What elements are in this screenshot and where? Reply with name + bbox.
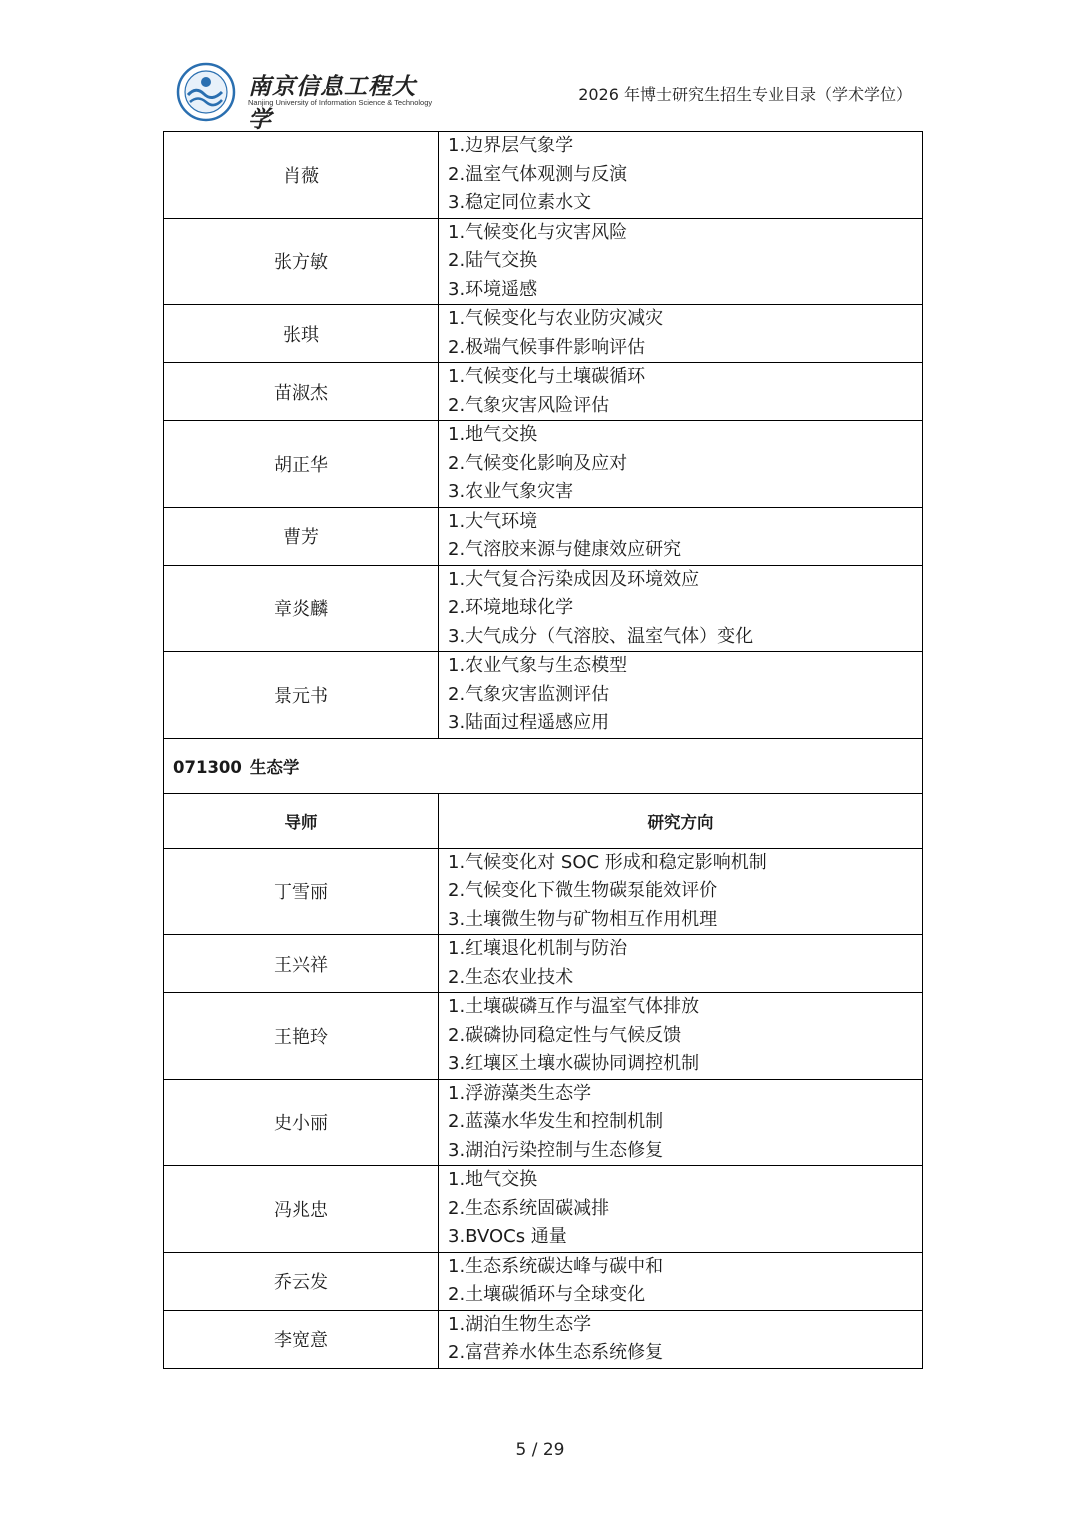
advisor-name: 景元书 (164, 652, 439, 739)
research-direction-item: 2.环境地球化学 (448, 597, 574, 618)
research-direction-item: 3.大气成分（气溶胶、温室气体）变化 (448, 625, 754, 647)
advisor-name: 丁雪丽 (164, 848, 439, 935)
advisor-name: 胡正华 (164, 421, 439, 508)
research-direction-item: 3.环境遥感 (448, 278, 538, 300)
section-heading (164, 738, 923, 793)
research-direction-item: 1.地气交换 (448, 424, 538, 445)
table-row (164, 1079, 923, 1166)
table-row (164, 363, 923, 421)
table-row (164, 652, 923, 739)
advisor-name: 李宽意 (164, 1310, 439, 1368)
table-row (164, 935, 923, 993)
research-direction-item: 1.浮游藻类生态学 (448, 1082, 592, 1104)
research-direction-item: 3.土壤微生物与矿物相互作用机理 (448, 908, 718, 930)
research-directions (439, 363, 923, 421)
page-number: 5 / 29 (515, 1440, 565, 1460)
table-row (164, 993, 923, 1080)
research-direction-item: 1.气候变化与灾害风险 (448, 221, 628, 243)
research-direction-item: 2.生态农业技术 (448, 966, 574, 988)
research-direction-item: 2.气象灾害风险评估 (448, 394, 610, 416)
catalog-table (163, 131, 923, 1369)
advisor-name: 肖薇 (164, 132, 439, 219)
research-direction-item: 3.陆面过程遥感应用 (448, 712, 610, 733)
advisor-name: 王艳玲 (164, 993, 439, 1080)
research-direction-item: 1.气候变化对 SOC 形成和稳定影响机制 (448, 851, 767, 873)
document-title: 2026 年博士研究生招生专业目录（学术学位） (578, 85, 912, 104)
table-row (164, 1252, 923, 1310)
table-row (164, 507, 923, 565)
research-direction-item: 3.稳定同位素水文 (448, 192, 592, 213)
research-direction-item: 2.气象灾害监测评估 (448, 683, 610, 705)
advisor-name: 曹芳 (164, 507, 439, 565)
university-name-en: Nanjing University of Information Science & Technology (248, 98, 433, 107)
research-direction-item: 2.陆气交换 (448, 250, 538, 271)
research-directions (439, 305, 923, 363)
section-title: 生态学 (249, 757, 300, 777)
research-direction-item: 2.碳磷协同稳定性与气候反馈 (448, 1024, 682, 1046)
table-row (164, 565, 923, 652)
research-directions (439, 421, 923, 508)
research-directions (439, 935, 923, 993)
research-directions (439, 993, 923, 1080)
section-code: 071300 (173, 757, 242, 777)
research-direction-item: 1.湖泊生物生态学 (448, 1313, 592, 1335)
advisor-name: 冯兆忠 (164, 1166, 439, 1253)
column-header-row (164, 793, 923, 848)
university-logo (176, 62, 433, 133)
direction-column-header: 研究方向 (439, 793, 923, 848)
advisor-name: 章炎麟 (164, 565, 439, 652)
research-direction-item: 3.湖泊污染控制与生态修复 (448, 1139, 664, 1161)
research-direction-item: 3.农业气象灾害 (448, 481, 574, 502)
research-directions (439, 218, 923, 305)
research-directions (439, 132, 923, 219)
advisor-name: 张方敏 (164, 218, 439, 305)
advisor-name: 史小丽 (164, 1079, 439, 1166)
table-row (164, 1310, 923, 1368)
research-direction-item: 1.气候变化与农业防灾减灾 (448, 308, 664, 329)
research-direction-item: 2.生态系统固碳减排 (448, 1197, 610, 1219)
research-direction-item: 1.农业气象与生态模型 (448, 655, 628, 676)
research-direction-item: 2.温室气体观测与反演 (448, 163, 628, 185)
research-direction-item: 2.气候变化下微生物碳泵能效评价 (448, 880, 718, 901)
research-directions (439, 1310, 923, 1368)
advisor-name: 王兴祥 (164, 935, 439, 993)
research-directions (439, 1079, 923, 1166)
table-row (164, 132, 923, 219)
research-direction-item: 2.土壤碳循环与全球变化 (448, 1284, 646, 1305)
research-direction-item: 1.生态系统碳达峰与碳中和 (448, 1255, 664, 1277)
advisor-name: 乔云发 (164, 1252, 439, 1310)
research-direction-item: 1.边界层气象学 (448, 135, 574, 156)
research-directions (439, 507, 923, 565)
university-seal-icon (176, 62, 236, 122)
research-directions (439, 1252, 923, 1310)
table-row (164, 218, 923, 305)
advisor-name: 张琪 (164, 305, 439, 363)
research-direction-item: 1.地气交换 (448, 1169, 538, 1190)
table-row (164, 421, 923, 508)
research-direction-item: 2.气溶胶来源与健康效应研究 (448, 539, 682, 560)
research-directions (439, 565, 923, 652)
table-row (164, 848, 923, 935)
research-direction-item: 1.土壤碳磷互作与温室气体排放 (448, 996, 700, 1017)
page-header (164, 62, 922, 133)
research-direction-item: 2.气候变化影响及应对 (448, 452, 628, 474)
research-direction-item: 2.富营养水体生态系统修复 (448, 1342, 664, 1363)
research-direction-item: 2.蓝藻水华发生和控制机制 (448, 1111, 664, 1132)
table-row (164, 1166, 923, 1253)
research-direction-item: 1.大气环境 (448, 510, 538, 532)
research-direction-item: 1.气候变化与土壤碳循环 (448, 366, 646, 387)
research-directions (439, 848, 923, 935)
section-row (164, 738, 923, 793)
research-direction-item: 1.红壤退化机制与防治 (448, 938, 628, 959)
research-direction-item: 3.BVOCs 通量 (448, 1226, 567, 1247)
advisor-column-header: 导师 (164, 793, 439, 848)
research-direction-item: 1.大气复合污染成因及环境效应 (448, 568, 700, 590)
university-name-cn: 南京信息工程大学 (248, 73, 416, 133)
research-direction-item: 2.极端气候事件影响评估 (448, 336, 646, 358)
advisor-name: 苗淑杰 (164, 363, 439, 421)
research-direction-item: 3.红壤区土壤水碳协同调控机制 (448, 1053, 700, 1074)
table-row (164, 305, 923, 363)
research-directions (439, 652, 923, 739)
research-directions (439, 1166, 923, 1253)
